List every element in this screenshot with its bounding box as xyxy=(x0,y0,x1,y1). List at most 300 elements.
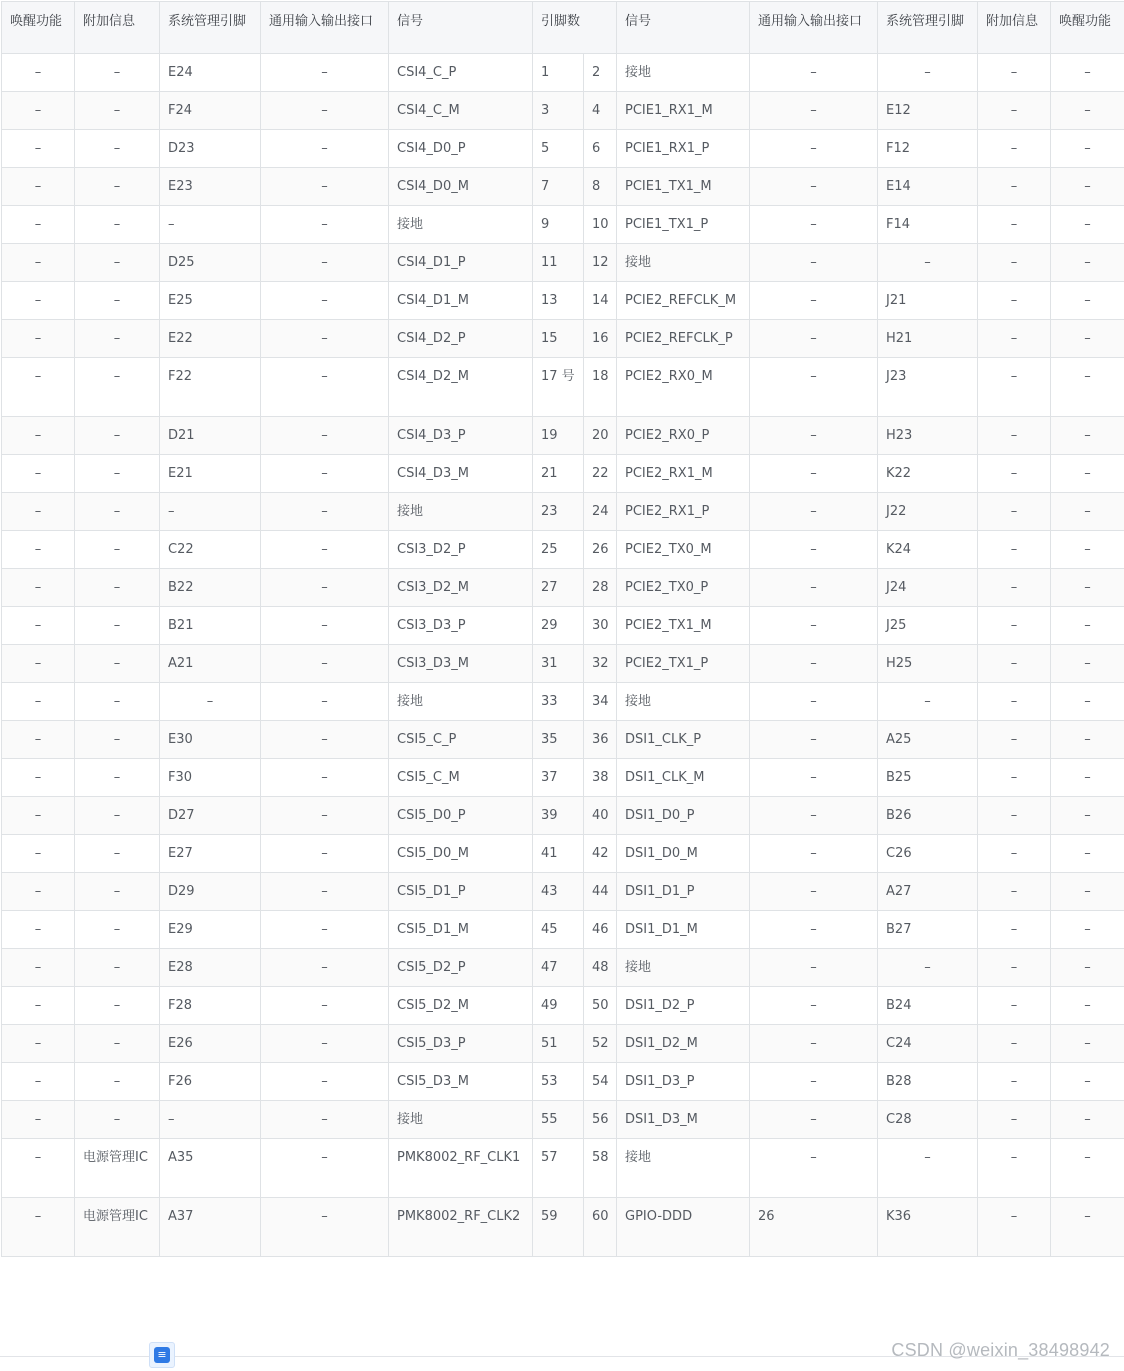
cell-wake-right: – xyxy=(1051,607,1124,645)
cell-extra-left: – xyxy=(75,282,160,320)
cell-pin-even: 50 xyxy=(584,987,617,1025)
cell-pin-odd: 27 xyxy=(533,569,584,607)
cell-pin-even: 36 xyxy=(584,721,617,759)
header-extra-left: 附加信息 xyxy=(75,2,160,54)
cell-extra-left: – xyxy=(75,987,160,1025)
cell-gpio-left: – xyxy=(261,92,389,130)
cell-wake-right: – xyxy=(1051,569,1124,607)
cell-extra-left: – xyxy=(75,797,160,835)
cell-wake-left: – xyxy=(2,168,75,206)
cell-pin-odd: 43 xyxy=(533,873,584,911)
cell-pin-even: 2 xyxy=(584,54,617,92)
cell-signal-left: CSI5_D3_M xyxy=(389,1063,533,1101)
cell-gpio-right: – xyxy=(750,797,878,835)
cell-pin-odd: 25 xyxy=(533,531,584,569)
cell-signal-left: CSI4_D0_P xyxy=(389,130,533,168)
cell-signal-right: DSI1_D2_M xyxy=(617,1025,750,1063)
table-row xyxy=(2,130,1124,168)
cell-gpio-left: – xyxy=(261,244,389,282)
header-pin-count: 引脚数 xyxy=(533,2,617,54)
cell-pin-odd: 3 xyxy=(533,92,584,130)
cell-gpio-right: – xyxy=(750,1101,878,1139)
cell-wake-right: – xyxy=(1051,206,1124,244)
cell-gpio-right: – xyxy=(750,206,878,244)
cell-pin-odd: 33 xyxy=(533,683,584,721)
cell-gpio-right: – xyxy=(750,54,878,92)
cell-extra-right: – xyxy=(978,92,1051,130)
csdn-watermark: CSDN @weixin_38498942 xyxy=(891,1340,1110,1360)
cell-sysmgmt-right: J21 xyxy=(878,282,978,320)
cell-sysmgmt-left: F24 xyxy=(160,92,261,130)
cell-gpio-left: – xyxy=(261,721,389,759)
cell-pin-even: 30 xyxy=(584,607,617,645)
cell-pin-even: 38 xyxy=(584,759,617,797)
cell-gpio-right: – xyxy=(750,320,878,358)
cell-sysmgmt-left: D23 xyxy=(160,130,261,168)
cell-wake-left: – xyxy=(2,244,75,282)
table-row xyxy=(2,873,1124,911)
cell-extra-right: – xyxy=(978,1139,1051,1198)
cell-signal-left: CSI5_D2_M xyxy=(389,987,533,1025)
cell-sysmgmt-left: E22 xyxy=(160,320,261,358)
cell-gpio-left: – xyxy=(261,455,389,493)
cell-extra-right: – xyxy=(978,358,1051,417)
cell-wake-left: – xyxy=(2,455,75,493)
cell-sysmgmt-right: – xyxy=(878,683,978,721)
cell-signal-right: PCIE2_REFCLK_P xyxy=(617,320,750,358)
cell-gpio-right: – xyxy=(750,835,878,873)
cell-wake-left: – xyxy=(2,493,75,531)
cell-signal-left: 接地 xyxy=(389,1101,533,1139)
cell-wake-right: – xyxy=(1051,493,1124,531)
cell-gpio-right: – xyxy=(750,130,878,168)
table-row xyxy=(2,987,1124,1025)
cell-signal-right: PCIE2_RX0_P xyxy=(617,417,750,455)
table-header-row xyxy=(2,2,1124,54)
cell-signal-left: CSI4_D0_M xyxy=(389,168,533,206)
document-icon[interactable]: ≡ xyxy=(149,1342,175,1368)
cell-wake-left: – xyxy=(2,835,75,873)
cell-signal-right: DSI1_CLK_M xyxy=(617,759,750,797)
cell-extra-right: – xyxy=(978,987,1051,1025)
cell-pin-odd: 11 xyxy=(533,244,584,282)
cell-pin-odd: 21 xyxy=(533,455,584,493)
table-row xyxy=(2,282,1124,320)
cell-sysmgmt-right: H23 xyxy=(878,417,978,455)
cell-pin-odd: 47 xyxy=(533,949,584,987)
table-body xyxy=(2,54,1124,1257)
cell-wake-left: – xyxy=(2,417,75,455)
table-row xyxy=(2,607,1124,645)
cell-pin-even: 4 xyxy=(584,92,617,130)
cell-signal-right: DSI1_D0_M xyxy=(617,835,750,873)
cell-sysmgmt-left: – xyxy=(160,206,261,244)
cell-gpio-right: 26 xyxy=(750,1198,878,1257)
cell-extra-right: – xyxy=(978,417,1051,455)
cell-sysmgmt-right: F14 xyxy=(878,206,978,244)
table-row xyxy=(2,911,1124,949)
cell-gpio-left: – xyxy=(261,282,389,320)
cell-signal-left: CSI5_D0_M xyxy=(389,835,533,873)
cell-gpio-left: – xyxy=(261,130,389,168)
cell-gpio-left: – xyxy=(261,531,389,569)
cell-gpio-left: – xyxy=(261,54,389,92)
cell-wake-right: – xyxy=(1051,358,1124,417)
cell-extra-right: – xyxy=(978,206,1051,244)
cell-pin-odd: 45 xyxy=(533,911,584,949)
cell-pin-odd: 23 xyxy=(533,493,584,531)
cell-extra-left: – xyxy=(75,130,160,168)
cell-sysmgmt-left: E21 xyxy=(160,455,261,493)
cell-sysmgmt-right: E12 xyxy=(878,92,978,130)
cell-pin-odd: 19 xyxy=(533,417,584,455)
table-row xyxy=(2,358,1124,417)
header-extra-right: 附加信息 xyxy=(978,2,1051,54)
cell-sysmgmt-left: F22 xyxy=(160,358,261,417)
cell-sysmgmt-right: – xyxy=(878,244,978,282)
cell-extra-left: – xyxy=(75,683,160,721)
cell-wake-left: – xyxy=(2,873,75,911)
cell-wake-left: – xyxy=(2,759,75,797)
cell-wake-right: – xyxy=(1051,1025,1124,1063)
cell-signal-left: CSI4_D3_P xyxy=(389,417,533,455)
cell-signal-left: 接地 xyxy=(389,683,533,721)
cell-wake-left: – xyxy=(2,683,75,721)
cell-sysmgmt-right: C28 xyxy=(878,1101,978,1139)
cell-pin-odd: 37 xyxy=(533,759,584,797)
cell-gpio-left: – xyxy=(261,569,389,607)
cell-gpio-right: – xyxy=(750,493,878,531)
cell-wake-left: – xyxy=(2,797,75,835)
cell-wake-right: – xyxy=(1051,987,1124,1025)
cell-pin-even: 22 xyxy=(584,455,617,493)
cell-gpio-left: – xyxy=(261,206,389,244)
cell-wake-right: – xyxy=(1051,759,1124,797)
cell-gpio-left: – xyxy=(261,1198,389,1257)
cell-wake-right: – xyxy=(1051,683,1124,721)
cell-gpio-right: – xyxy=(750,455,878,493)
cell-extra-right: – xyxy=(978,797,1051,835)
cell-sysmgmt-right: B25 xyxy=(878,759,978,797)
header-sysmgmt-right: 系统管理引脚 xyxy=(878,2,978,54)
cell-gpio-right: – xyxy=(750,949,878,987)
cell-signal-left: CSI4_D1_P xyxy=(389,244,533,282)
cell-wake-right: – xyxy=(1051,1198,1124,1257)
cell-gpio-right: – xyxy=(750,417,878,455)
cell-extra-right: – xyxy=(978,645,1051,683)
cell-extra-right: – xyxy=(978,683,1051,721)
cell-gpio-right: – xyxy=(750,911,878,949)
cell-signal-right: DSI1_D2_P xyxy=(617,987,750,1025)
table-row xyxy=(2,54,1124,92)
cell-extra-left: – xyxy=(75,835,160,873)
cell-sysmgmt-left: – xyxy=(160,493,261,531)
cell-gpio-right: – xyxy=(750,168,878,206)
cell-wake-right: – xyxy=(1051,1063,1124,1101)
cell-wake-right: – xyxy=(1051,244,1124,282)
cell-sysmgmt-right: – xyxy=(878,949,978,987)
cell-sysmgmt-left: F26 xyxy=(160,1063,261,1101)
cell-wake-right: – xyxy=(1051,911,1124,949)
cell-pin-even: 8 xyxy=(584,168,617,206)
cell-sysmgmt-right: H25 xyxy=(878,645,978,683)
cell-sysmgmt-right: F12 xyxy=(878,130,978,168)
cell-wake-left: – xyxy=(2,320,75,358)
cell-sysmgmt-left: E29 xyxy=(160,911,261,949)
cell-pin-even: 12 xyxy=(584,244,617,282)
cell-signal-right: 接地 xyxy=(617,949,750,987)
cell-pin-odd: 9 xyxy=(533,206,584,244)
cell-pin-even: 56 xyxy=(584,1101,617,1139)
cell-sysmgmt-left: C22 xyxy=(160,531,261,569)
cell-extra-left: – xyxy=(75,645,160,683)
cell-wake-right: – xyxy=(1051,417,1124,455)
cell-sysmgmt-left: F30 xyxy=(160,759,261,797)
cell-gpio-right: – xyxy=(750,607,878,645)
cell-gpio-right: – xyxy=(750,358,878,417)
table-row xyxy=(2,417,1124,455)
cell-wake-left: – xyxy=(2,1139,75,1198)
cell-signal-right: GPIO-DDD xyxy=(617,1198,750,1257)
cell-pin-odd: 17 号 xyxy=(533,358,584,417)
cell-pin-even: 26 xyxy=(584,531,617,569)
cell-wake-right: – xyxy=(1051,455,1124,493)
table-row xyxy=(2,759,1124,797)
cell-wake-right: – xyxy=(1051,92,1124,130)
cell-signal-right: DSI1_D3_M xyxy=(617,1101,750,1139)
cell-pin-even: 16 xyxy=(584,320,617,358)
cell-wake-left: – xyxy=(2,1063,75,1101)
cell-signal-left: PMK8002_RF_CLK2 xyxy=(389,1198,533,1257)
cell-sysmgmt-right: J23 xyxy=(878,358,978,417)
cell-gpio-right: – xyxy=(750,531,878,569)
cell-signal-left: CSI4_D2_P xyxy=(389,320,533,358)
cell-wake-left: – xyxy=(2,1198,75,1257)
cell-signal-right: PCIE1_RX1_P xyxy=(617,130,750,168)
cell-extra-right: – xyxy=(978,531,1051,569)
cell-pin-even: 18 xyxy=(584,358,617,417)
table-row xyxy=(2,320,1124,358)
cell-extra-right: – xyxy=(978,168,1051,206)
cell-sysmgmt-left: A37 xyxy=(160,1198,261,1257)
cell-pin-even: 42 xyxy=(584,835,617,873)
cell-gpio-left: – xyxy=(261,759,389,797)
cell-wake-left: – xyxy=(2,130,75,168)
cell-signal-right: DSI1_D1_P xyxy=(617,873,750,911)
cell-extra-right: – xyxy=(978,130,1051,168)
cell-wake-right: – xyxy=(1051,645,1124,683)
cell-extra-left: – xyxy=(75,873,160,911)
cell-extra-left: – xyxy=(75,949,160,987)
cell-wake-left: – xyxy=(2,358,75,417)
cell-extra-left: – xyxy=(75,569,160,607)
cell-wake-right: – xyxy=(1051,282,1124,320)
cell-gpio-right: – xyxy=(750,987,878,1025)
cell-sysmgmt-left: – xyxy=(160,683,261,721)
cell-gpio-right: – xyxy=(750,244,878,282)
cell-wake-left: – xyxy=(2,282,75,320)
cell-wake-right: – xyxy=(1051,1101,1124,1139)
cell-sysmgmt-left: E27 xyxy=(160,835,261,873)
cell-signal-left: CSI4_C_M xyxy=(389,92,533,130)
cell-sysmgmt-right: K36 xyxy=(878,1198,978,1257)
cell-gpio-left: – xyxy=(261,417,389,455)
cell-extra-left: – xyxy=(75,607,160,645)
cell-extra-right: – xyxy=(978,282,1051,320)
cell-extra-right: – xyxy=(978,493,1051,531)
cell-gpio-left: – xyxy=(261,168,389,206)
cell-extra-right: – xyxy=(978,607,1051,645)
cell-pin-odd: 1 xyxy=(533,54,584,92)
cell-signal-left: 接地 xyxy=(389,493,533,531)
cell-gpio-left: – xyxy=(261,1139,389,1198)
cell-sysmgmt-right: K24 xyxy=(878,531,978,569)
cell-pin-even: 10 xyxy=(584,206,617,244)
cell-extra-left: – xyxy=(75,168,160,206)
cell-extra-right: – xyxy=(978,54,1051,92)
cell-sysmgmt-left: E28 xyxy=(160,949,261,987)
cell-extra-left: – xyxy=(75,54,160,92)
cell-sysmgmt-left: D21 xyxy=(160,417,261,455)
header-wake-right: 唤醒功能 xyxy=(1051,2,1124,54)
cell-wake-right: – xyxy=(1051,320,1124,358)
cell-signal-left: CSI4_D3_M xyxy=(389,455,533,493)
cell-extra-right: – xyxy=(978,1063,1051,1101)
cell-pin-odd: 13 xyxy=(533,282,584,320)
cell-signal-right: PCIE2_RX0_M xyxy=(617,358,750,417)
cell-sysmgmt-right: B28 xyxy=(878,1063,978,1101)
cell-pin-even: 46 xyxy=(584,911,617,949)
cell-pin-even: 6 xyxy=(584,130,617,168)
cell-signal-right: 接地 xyxy=(617,683,750,721)
cell-extra-right: – xyxy=(978,873,1051,911)
cell-extra-left: – xyxy=(75,721,160,759)
cell-pin-even: 14 xyxy=(584,282,617,320)
cell-gpio-right: – xyxy=(750,569,878,607)
cell-signal-left: CSI5_D1_M xyxy=(389,911,533,949)
cell-extra-left: – xyxy=(75,759,160,797)
header-signal-right: 信号 xyxy=(617,2,750,54)
cell-extra-left: – xyxy=(75,1025,160,1063)
cell-extra-right: – xyxy=(978,949,1051,987)
cell-pin-even: 54 xyxy=(584,1063,617,1101)
cell-sysmgmt-left: E26 xyxy=(160,1025,261,1063)
table-row xyxy=(2,1025,1124,1063)
table-row xyxy=(2,721,1124,759)
table-row xyxy=(2,949,1124,987)
cell-wake-left: – xyxy=(2,92,75,130)
cell-gpio-right: – xyxy=(750,1025,878,1063)
cell-signal-left: CSI3_D3_P xyxy=(389,607,533,645)
cell-gpio-left: – xyxy=(261,873,389,911)
cell-wake-right: – xyxy=(1051,835,1124,873)
cell-extra-right: – xyxy=(978,1025,1051,1063)
cell-extra-left: – xyxy=(75,358,160,417)
table-row xyxy=(2,455,1124,493)
cell-pin-odd: 5 xyxy=(533,130,584,168)
cell-gpio-left: – xyxy=(261,797,389,835)
cell-extra-right: – xyxy=(978,569,1051,607)
table-row xyxy=(2,1139,1124,1198)
cell-signal-left: PMK8002_RF_CLK1 xyxy=(389,1139,533,1198)
cell-pin-odd: 57 xyxy=(533,1139,584,1198)
cell-gpio-right: – xyxy=(750,92,878,130)
table-row xyxy=(2,569,1124,607)
cell-sysmgmt-left: D25 xyxy=(160,244,261,282)
table-row xyxy=(2,835,1124,873)
cell-sysmgmt-left: F28 xyxy=(160,987,261,1025)
cell-sysmgmt-right: J22 xyxy=(878,493,978,531)
cell-gpio-left: – xyxy=(261,1063,389,1101)
cell-signal-left: CSI3_D3_M xyxy=(389,645,533,683)
header-gpio-right: 通用输入输出接口 xyxy=(750,2,878,54)
cell-signal-right: PCIE1_TX1_M xyxy=(617,168,750,206)
cell-signal-right: DSI1_D0_P xyxy=(617,797,750,835)
cell-signal-left: CSI5_C_P xyxy=(389,721,533,759)
cell-pin-odd: 49 xyxy=(533,987,584,1025)
cell-gpio-left: – xyxy=(261,320,389,358)
table-row xyxy=(2,206,1124,244)
cell-extra-left: 电源管理IC xyxy=(75,1198,160,1257)
header-signal-left: 信号 xyxy=(389,2,533,54)
cell-wake-left: – xyxy=(2,721,75,759)
cell-sysmgmt-right: C24 xyxy=(878,1025,978,1063)
cell-sysmgmt-right: B24 xyxy=(878,987,978,1025)
cell-wake-right: – xyxy=(1051,54,1124,92)
cell-signal-right: PCIE2_RX1_P xyxy=(617,493,750,531)
cell-pin-even: 24 xyxy=(584,493,617,531)
cell-gpio-right: – xyxy=(750,721,878,759)
cell-gpio-left: – xyxy=(261,911,389,949)
cell-sysmgmt-left: A21 xyxy=(160,645,261,683)
cell-sysmgmt-right: E14 xyxy=(878,168,978,206)
cell-extra-left: – xyxy=(75,417,160,455)
cell-signal-left: CSI4_D2_M xyxy=(389,358,533,417)
cell-extra-left: – xyxy=(75,1063,160,1101)
cell-wake-right: – xyxy=(1051,130,1124,168)
cell-pin-even: 58 xyxy=(584,1139,617,1198)
cell-gpio-left: – xyxy=(261,1025,389,1063)
table-row xyxy=(2,1101,1124,1139)
cell-pin-odd: 29 xyxy=(533,607,584,645)
cell-wake-right: – xyxy=(1051,797,1124,835)
table-row xyxy=(2,683,1124,721)
cell-signal-left: CSI3_D2_P xyxy=(389,531,533,569)
header-sysmgmt-left: 系统管理引脚 xyxy=(160,2,261,54)
cell-wake-left: – xyxy=(2,949,75,987)
table-row xyxy=(2,1063,1124,1101)
cell-pin-even: 20 xyxy=(584,417,617,455)
cell-sysmgmt-left: E25 xyxy=(160,282,261,320)
cell-wake-right: – xyxy=(1051,531,1124,569)
cell-signal-right: PCIE1_TX1_P xyxy=(617,206,750,244)
cell-wake-right: – xyxy=(1051,721,1124,759)
cell-sysmgmt-left: B21 xyxy=(160,607,261,645)
cell-sysmgmt-left: A35 xyxy=(160,1139,261,1198)
cell-extra-right: – xyxy=(978,244,1051,282)
cell-gpio-right: – xyxy=(750,759,878,797)
cell-wake-right: – xyxy=(1051,873,1124,911)
cell-sysmgmt-right: J25 xyxy=(878,607,978,645)
cell-gpio-right: – xyxy=(750,683,878,721)
cell-pin-odd: 15 xyxy=(533,320,584,358)
cell-signal-right: 接地 xyxy=(617,54,750,92)
cell-sysmgmt-right: A25 xyxy=(878,721,978,759)
header-wake-left: 唤醒功能 xyxy=(2,2,75,54)
cell-extra-right: – xyxy=(978,911,1051,949)
cell-pin-even: 52 xyxy=(584,1025,617,1063)
cell-pin-even: 44 xyxy=(584,873,617,911)
